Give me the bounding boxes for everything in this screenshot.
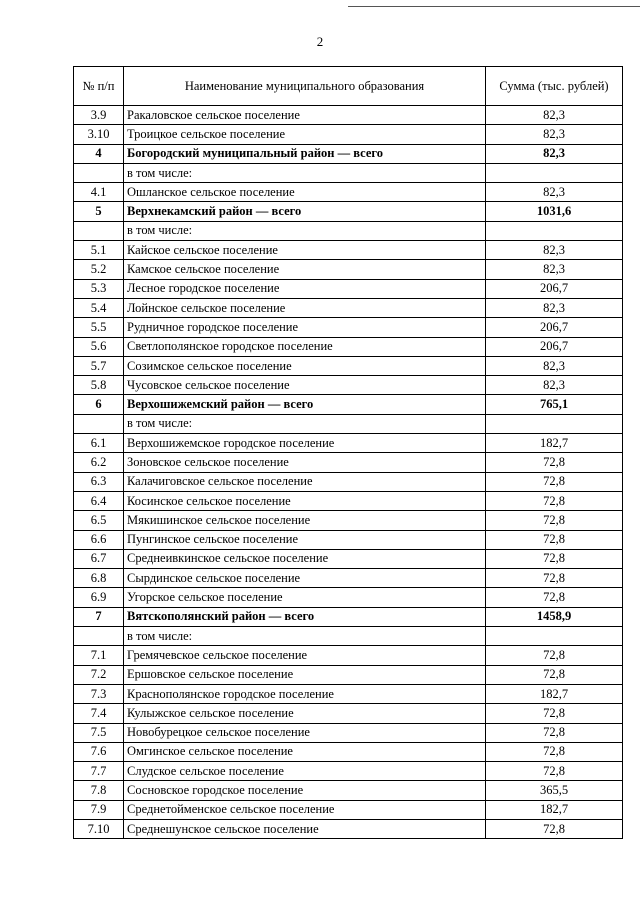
- row-number: 7.1: [74, 646, 124, 665]
- table-row: [74, 260, 623, 279]
- row-name: Светлополянское городское поселение: [124, 337, 486, 356]
- row-name: Вятскополянский район — всего: [124, 607, 486, 626]
- row-sum: 1031,6: [486, 202, 623, 221]
- row-number: [74, 221, 124, 240]
- table-row: [74, 453, 623, 472]
- row-number: [74, 414, 124, 433]
- row-number: 7: [74, 607, 124, 626]
- row-name: Калачиговское сельское поселение: [124, 472, 486, 491]
- table-header-row: [74, 67, 623, 106]
- row-number: 5.3: [74, 279, 124, 298]
- row-name: Лойнское сельское поселение: [124, 298, 486, 317]
- row-name: Слудское сельское поселение: [124, 762, 486, 781]
- row-number: 6.8: [74, 569, 124, 588]
- row-number: 7.10: [74, 819, 124, 838]
- row-sum: 206,7: [486, 279, 623, 298]
- row-number: 7.2: [74, 665, 124, 684]
- header-num: № п/п: [74, 67, 124, 106]
- row-number: [74, 163, 124, 182]
- row-sum: 72,8: [486, 588, 623, 607]
- row-number: 3.10: [74, 125, 124, 144]
- row-name: Верхошижемский район — всего: [124, 395, 486, 414]
- row-number: 6.3: [74, 472, 124, 491]
- row-name: Среднетойменское сельское поселение: [124, 800, 486, 819]
- row-name: Омгинское сельское поселение: [124, 742, 486, 761]
- row-name: Сосновское городское поселение: [124, 781, 486, 800]
- row-sum: 82,3: [486, 183, 623, 202]
- table-row: [74, 298, 623, 317]
- row-sum: 82,3: [486, 144, 623, 163]
- row-name: Созимское сельское поселение: [124, 356, 486, 375]
- row-number: [74, 627, 124, 646]
- row-number: 7.4: [74, 704, 124, 723]
- row-number: 6.6: [74, 530, 124, 549]
- row-sum: 365,5: [486, 781, 623, 800]
- row-sum: 182,7: [486, 800, 623, 819]
- row-sum: 72,8: [486, 762, 623, 781]
- table-row-total: [74, 202, 623, 221]
- row-name: Лесное городское поселение: [124, 279, 486, 298]
- row-sum: 72,8: [486, 665, 623, 684]
- row-number: 5.4: [74, 298, 124, 317]
- row-name: Краснополянское городское поселение: [124, 684, 486, 703]
- table-row: [74, 569, 623, 588]
- table-row: [74, 646, 623, 665]
- row-sum: [486, 221, 623, 240]
- row-sum: 82,3: [486, 356, 623, 375]
- row-sum: 72,8: [486, 511, 623, 530]
- table-row-total: [74, 607, 623, 626]
- top-rule: [348, 6, 640, 7]
- row-number: 6: [74, 395, 124, 414]
- row-number: 6.5: [74, 511, 124, 530]
- row-name: в том числе:: [124, 627, 486, 646]
- header-name: Наименование муниципального образования: [124, 67, 486, 106]
- row-sum: 72,8: [486, 742, 623, 761]
- row-name: Чусовское сельское поселение: [124, 376, 486, 395]
- page-number: 2: [316, 34, 324, 49]
- table-row: [74, 241, 623, 260]
- row-name: Среднеивкинское сельское поселение: [124, 549, 486, 568]
- row-number: 5.5: [74, 318, 124, 337]
- row-number: 6.1: [74, 434, 124, 453]
- row-name: в том числе:: [124, 163, 486, 182]
- table-row: [74, 762, 623, 781]
- row-name: Пунгинское сельское поселение: [124, 530, 486, 549]
- row-sum: 82,3: [486, 260, 623, 279]
- table-row: [74, 434, 623, 453]
- table-row-total: [74, 395, 623, 414]
- row-name: Косинское сельское поселение: [124, 491, 486, 510]
- row-number: 5: [74, 202, 124, 221]
- table-row: [74, 491, 623, 510]
- row-number: 7.9: [74, 800, 124, 819]
- table-row: [74, 125, 623, 144]
- row-number: 6.9: [74, 588, 124, 607]
- budget-table: [73, 66, 623, 839]
- row-sum: 72,8: [486, 472, 623, 491]
- row-name: Кулыжское сельское поселение: [124, 704, 486, 723]
- row-sum: 72,8: [486, 723, 623, 742]
- table-row: [74, 279, 623, 298]
- row-name: Гремячевское сельское поселение: [124, 646, 486, 665]
- row-name: Сырдинское сельское поселение: [124, 569, 486, 588]
- row-name: в том числе:: [124, 221, 486, 240]
- row-number: 7.5: [74, 723, 124, 742]
- row-name: Кайское сельское поселение: [124, 241, 486, 260]
- row-sum: 72,8: [486, 569, 623, 588]
- row-name: Камское сельское поселение: [124, 260, 486, 279]
- row-sum: [486, 163, 623, 182]
- row-sum: 72,8: [486, 704, 623, 723]
- row-sum: 82,3: [486, 125, 623, 144]
- row-number: 7.8: [74, 781, 124, 800]
- row-name: Верхнекамский район — всего: [124, 202, 486, 221]
- row-sum: 1458,9: [486, 607, 623, 626]
- row-name: Новобурецкое сельское поселение: [124, 723, 486, 742]
- table-row-subheading: [74, 627, 623, 646]
- row-sum: 82,3: [486, 376, 623, 395]
- row-name: Ракаловское сельское поселение: [124, 106, 486, 125]
- row-name: в том числе:: [124, 414, 486, 433]
- table-row: [74, 742, 623, 761]
- row-number: 5.6: [74, 337, 124, 356]
- row-number: 6.2: [74, 453, 124, 472]
- row-sum: 765,1: [486, 395, 623, 414]
- row-number: 5.8: [74, 376, 124, 395]
- row-number: 3.9: [74, 106, 124, 125]
- row-sum: [486, 627, 623, 646]
- table-row: [74, 106, 623, 125]
- table-row-total: [74, 144, 623, 163]
- row-sum: 72,8: [486, 530, 623, 549]
- table-row: [74, 318, 623, 337]
- row-name: Среднешунское сельское поселение: [124, 819, 486, 838]
- row-sum: 72,8: [486, 453, 623, 472]
- row-number: 7.3: [74, 684, 124, 703]
- table-row: [74, 819, 623, 838]
- row-name: Верхошижемское городское поселение: [124, 434, 486, 453]
- row-number: 6.7: [74, 549, 124, 568]
- row-number: 5.1: [74, 241, 124, 260]
- table-body: [74, 106, 623, 839]
- row-name: Зоновское сельское поселение: [124, 453, 486, 472]
- row-number: 7.6: [74, 742, 124, 761]
- row-name: Ершовское сельское поселение: [124, 665, 486, 684]
- table-row: [74, 588, 623, 607]
- row-name: Богородский муниципальный район — всего: [124, 144, 486, 163]
- row-number: 7.7: [74, 762, 124, 781]
- row-sum: 182,7: [486, 684, 623, 703]
- row-sum: 72,8: [486, 549, 623, 568]
- table-row: [74, 356, 623, 375]
- row-number: 5.7: [74, 356, 124, 375]
- row-sum: 72,8: [486, 646, 623, 665]
- table-row: [74, 549, 623, 568]
- table-row: [74, 665, 623, 684]
- table-row: [74, 530, 623, 549]
- row-name: Троицкое сельское поселение: [124, 125, 486, 144]
- row-name: Рудничное городское поселение: [124, 318, 486, 337]
- row-name: Угорское сельское поселение: [124, 588, 486, 607]
- table-row: [74, 704, 623, 723]
- row-number: 6.4: [74, 491, 124, 510]
- table-row-subheading: [74, 414, 623, 433]
- row-sum: 82,3: [486, 298, 623, 317]
- row-sum: 182,7: [486, 434, 623, 453]
- row-number: 4.1: [74, 183, 124, 202]
- row-sum: 82,3: [486, 106, 623, 125]
- table-row: [74, 183, 623, 202]
- table-row: [74, 781, 623, 800]
- table-row: [74, 800, 623, 819]
- row-name: Мякишинское сельское поселение: [124, 511, 486, 530]
- header-sum: Сумма (тыс. рублей): [486, 67, 623, 106]
- table-row: [74, 376, 623, 395]
- row-sum: 72,8: [486, 819, 623, 838]
- row-sum: 206,7: [486, 337, 623, 356]
- table-row-subheading: [74, 221, 623, 240]
- table-row: [74, 472, 623, 491]
- row-number: 5.2: [74, 260, 124, 279]
- row-sum: [486, 414, 623, 433]
- row-sum: 82,3: [486, 241, 623, 260]
- table-row: [74, 511, 623, 530]
- table-row: [74, 684, 623, 703]
- table-row: [74, 723, 623, 742]
- table-row: [74, 337, 623, 356]
- row-sum: 206,7: [486, 318, 623, 337]
- row-sum: 72,8: [486, 491, 623, 510]
- table-row-subheading: [74, 163, 623, 182]
- row-name: Ошланское сельское поселение: [124, 183, 486, 202]
- row-number: 4: [74, 144, 124, 163]
